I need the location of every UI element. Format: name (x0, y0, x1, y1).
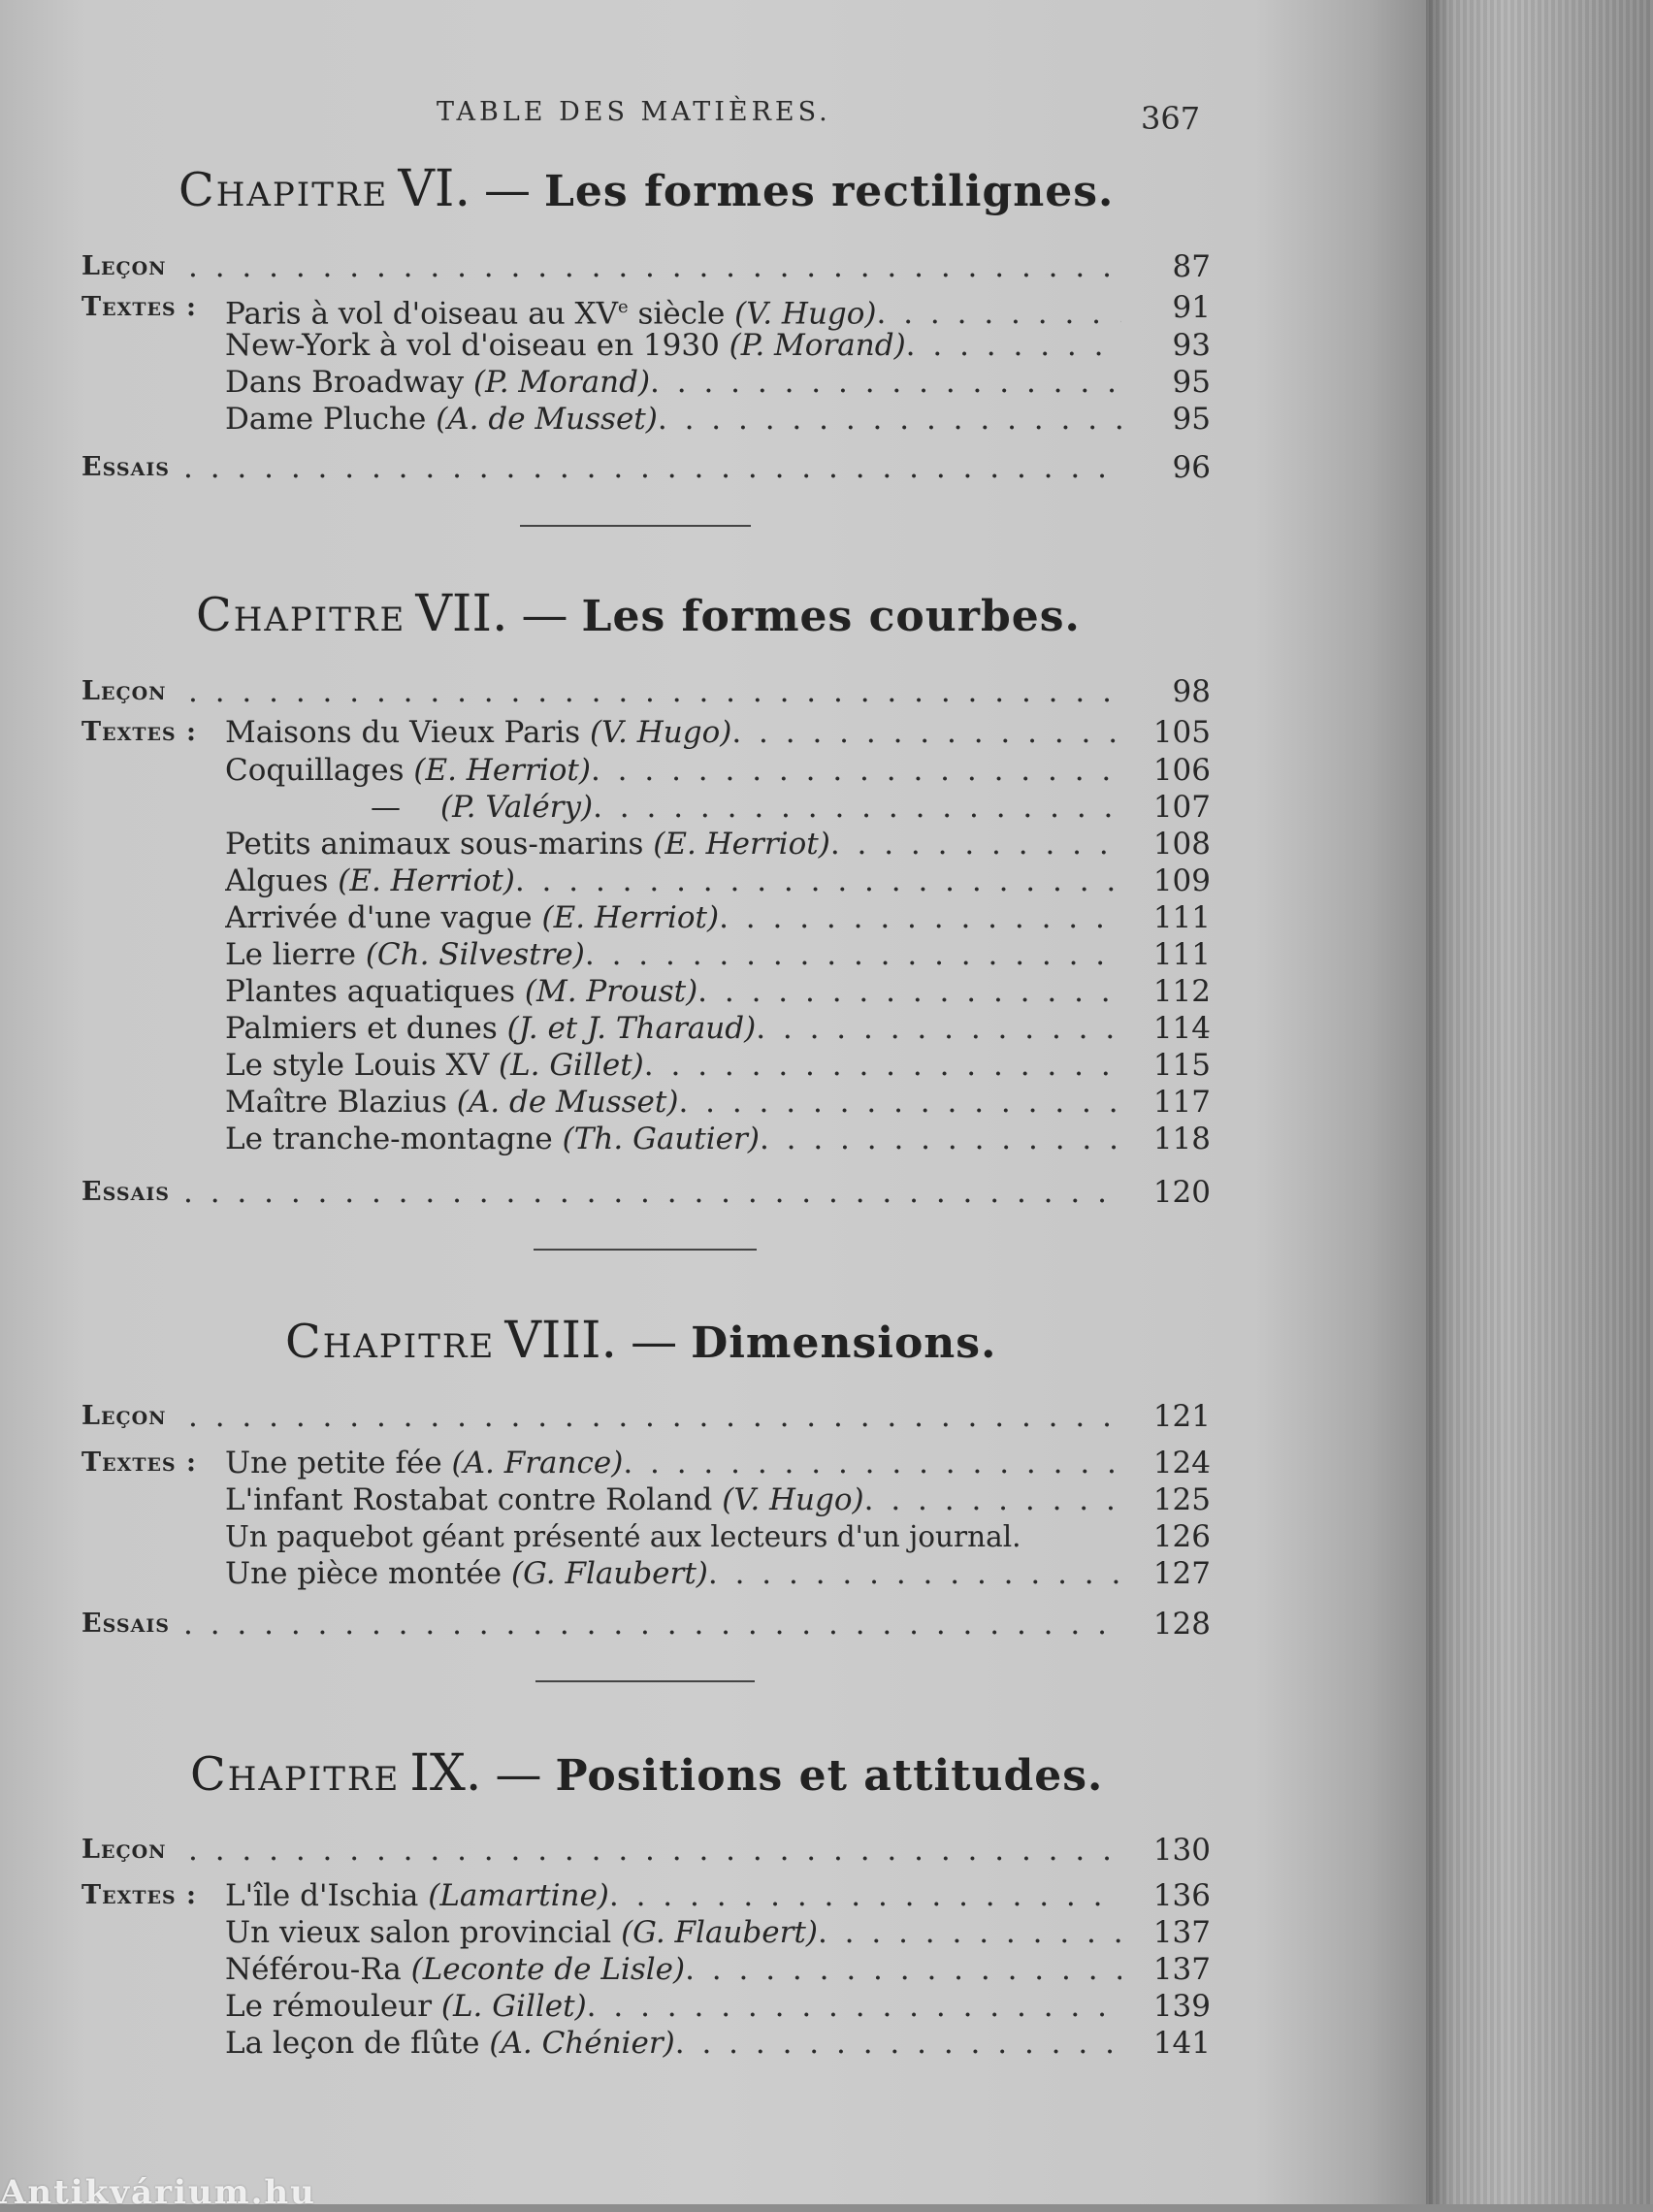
entry-title: Un paquebot géant présenté aux lecteurs d'un journal. (225, 1520, 1021, 1553)
entry-author: (M. Proust) (524, 974, 698, 1009)
chapter-label: Chapitre (196, 588, 406, 642)
entry-title: Une pièce montée (225, 1556, 511, 1591)
dot-leader (593, 789, 1121, 826)
entry-author: (L. Gillet) (498, 1048, 644, 1083)
dot-leader (609, 1877, 1121, 1914)
page-ref: 111 (1152, 900, 1211, 935)
page-ref: 87 (1172, 249, 1211, 284)
entry-author: (E. Herriot) (413, 753, 591, 788)
toc-row-texte (81, 364, 1211, 401)
dot-leader (650, 364, 1121, 401)
toc-row-texte (81, 1010, 1211, 1047)
lecon-label: Leçon (81, 1835, 167, 1865)
toc-row-texte (81, 1445, 1211, 1481)
entry-title: Maître Blazius (225, 1085, 457, 1120)
chapter-title (190, 1744, 1103, 1803)
chapter-title (285, 1312, 996, 1370)
entry-title: Le lierre (225, 937, 366, 972)
page-ref: 98 (1172, 674, 1211, 709)
chapter-title (178, 160, 1114, 218)
page-ref: 105 (1152, 715, 1211, 750)
essais-label: Essais (81, 1177, 170, 1207)
entry-title: L'île d'Ischia (225, 1878, 429, 1913)
chapter-numeral: VII. (415, 585, 508, 643)
toc-row-texte (81, 1877, 1211, 1914)
page-ref: 125 (1152, 1482, 1211, 1517)
dot-leader (658, 401, 1121, 438)
entry-title: Plantes aquatiques (225, 974, 525, 1009)
page-ref: 106 (1152, 753, 1211, 788)
dot-leader (188, 1832, 1121, 1869)
entry-superscript: e (617, 297, 629, 317)
page-ref: 139 (1152, 1989, 1211, 2024)
page-ref: 91 (1172, 290, 1211, 325)
ditto-dash: — (371, 790, 401, 825)
chapter-title (196, 585, 1081, 643)
entry-author: (A. Chénier) (489, 2026, 675, 2061)
chapter-numeral: VI. (398, 160, 470, 218)
toc-row-texte (81, 714, 1211, 751)
running-header: TABLE DES MATIÈRES. (437, 97, 831, 127)
dot-leader (697, 973, 1121, 1010)
entry-title: L'infant Rostabat contre Roland (225, 1482, 723, 1517)
dot-leader (188, 248, 1121, 285)
entry-author: (A. de Musset) (456, 1085, 679, 1120)
entry-title: Néférou-Ra (225, 1952, 411, 1987)
entry-author: (V. Hugo) (734, 296, 877, 332)
toc-row-texte (81, 973, 1211, 1010)
dot-leader (678, 1084, 1121, 1121)
entry-title: Le style Louis XV (225, 1048, 499, 1083)
page-ref: 127 (1152, 1556, 1211, 1591)
toc-row-texte (81, 936, 1211, 973)
dot-leader (830, 826, 1121, 862)
entry-title: Algues (225, 863, 339, 898)
chapter-dash: — (631, 1315, 678, 1369)
page-ref: 93 (1172, 328, 1211, 363)
lecon-label: Leçon (81, 251, 167, 281)
entry-author: (G. Flaubert) (621, 1915, 818, 1950)
chapter-numeral: IX. (409, 1744, 482, 1803)
page-ref: 126 (1152, 1519, 1211, 1554)
dot-leader (818, 1914, 1121, 1951)
essais-label: Essais (81, 452, 170, 482)
dot-leader (760, 1121, 1121, 1157)
entry-author: (J. et J. Tharaud) (506, 1011, 757, 1046)
toc-row-texte (81, 1988, 1211, 2025)
page-ref: 137 (1152, 1952, 1211, 1987)
entry-title: New-York à vol d'oiseau en 1930 (225, 328, 729, 363)
dot-leader (183, 449, 1121, 486)
entry-title: Arrivée d'une vague (225, 900, 542, 935)
chapter-label: Chapitre (178, 163, 389, 217)
page-ref: 137 (1152, 1915, 1211, 1950)
toc-row-texte (81, 327, 1211, 364)
chapter-numeral: VIII. (504, 1312, 618, 1370)
dot-leader (183, 1174, 1121, 1211)
page-ref: 141 (1152, 2026, 1211, 2061)
entry-title: Dame Pluche (225, 402, 437, 437)
entry-title-rest: siècle (628, 296, 735, 332)
toc-row-texte (81, 752, 1211, 789)
dot-leader (623, 1445, 1121, 1481)
entry-author: (P. Valéry) (440, 790, 594, 825)
entry-title: Dans Broadway (225, 365, 474, 400)
toc-row-texte (81, 1951, 1211, 1988)
toc-row-essais (81, 449, 1211, 486)
dot-leader (756, 1010, 1121, 1047)
page-ref: 124 (1152, 1446, 1211, 1480)
page-ref: 109 (1152, 863, 1211, 898)
dot-leader (719, 899, 1121, 936)
section-divider (534, 1249, 757, 1251)
textes-label: Textes : (81, 1448, 198, 1478)
dot-leader (591, 752, 1121, 789)
dot-leader (183, 1606, 1121, 1643)
page-number: 367 (1141, 100, 1201, 137)
lecon-label: Leçon (81, 676, 167, 706)
entry-author: (E. Herriot) (653, 827, 830, 862)
dot-leader (188, 673, 1121, 710)
page-ref: 112 (1152, 974, 1211, 1009)
toc-row-texte (81, 899, 1211, 936)
chapter-dash: — (483, 163, 531, 217)
chapter-label: Chapitre (285, 1315, 496, 1369)
dot-leader (864, 1481, 1121, 1518)
dot-leader (644, 1047, 1121, 1084)
entry-author: (V. Hugo) (589, 715, 732, 750)
toc-row-essais (81, 1606, 1211, 1643)
entry-author: (P. Morand) (729, 328, 906, 363)
entry-author: (L. Gillet) (440, 1989, 587, 2024)
entry-title: Un vieux salon provincial (225, 1915, 622, 1950)
chapter-label: Chapitre (190, 1747, 401, 1802)
toc-row-texte (81, 1084, 1211, 1121)
toc-row-texte (81, 862, 1211, 899)
toc-row-lecon (81, 673, 1211, 710)
entry-title: La leçon de flûte (225, 2026, 490, 2061)
page-ref: 136 (1152, 1878, 1211, 1913)
page-ref: 95 (1172, 402, 1211, 437)
chapter-name: Les formes rectilignes. (543, 167, 1115, 216)
toc-row-texte (81, 1914, 1211, 1951)
toc-row-texte (81, 401, 1211, 438)
page-ref: 117 (1152, 1085, 1211, 1120)
toc-row-lecon (81, 1832, 1211, 1869)
entry-author: (G. Flaubert) (510, 1556, 708, 1591)
entry-author: (E. Herriot) (338, 863, 515, 898)
section-divider (520, 525, 751, 527)
entry-title: Palmiers et dunes (225, 1011, 507, 1046)
page-ref: 108 (1152, 827, 1211, 862)
toc-row-texte (81, 1047, 1211, 1084)
lecon-label: Leçon (81, 1401, 167, 1431)
page-ref: 95 (1172, 365, 1211, 400)
entry-title: Coquillages (225, 753, 414, 788)
dot-leader (587, 1988, 1121, 2025)
page-ref: 115 (1152, 1048, 1211, 1083)
entry-author: (Leconte de Lisle) (410, 1952, 686, 1987)
textes-label: Textes : (81, 717, 198, 747)
toc-row-texte (81, 2025, 1211, 2062)
entry-title: Maisons du Vieux Paris (225, 715, 590, 750)
dot-leader (906, 327, 1121, 364)
entry-author: (A. de Musset) (436, 402, 658, 437)
toc-row-lecon (81, 1398, 1211, 1435)
dot-leader (585, 936, 1121, 973)
book-binding (1426, 0, 1653, 2204)
toc-row-lecon (81, 248, 1211, 285)
chapter-name: Dimensions. (691, 1318, 997, 1368)
entry-author: (Lamartine) (428, 1878, 609, 1913)
entry-title: Une petite fée (225, 1446, 452, 1480)
page-ref: 118 (1152, 1122, 1211, 1156)
entry-author: (Th. Gautier) (562, 1122, 760, 1156)
essais-label: Essais (81, 1609, 170, 1639)
dot-leader (188, 1398, 1121, 1435)
chapter-dash: — (495, 1747, 542, 1802)
entry-title: Petits animaux sous-marins (225, 827, 654, 862)
toc-row-texte (81, 289, 1211, 332)
dot-leader (708, 1555, 1121, 1592)
page-ref: 128 (1152, 1607, 1211, 1642)
textes-label: Textes : (81, 292, 198, 322)
entry-author: (V. Hugo) (722, 1482, 864, 1517)
toc-row-texte (81, 1121, 1211, 1157)
entry-title: Paris à vol d'oiseau au XV (225, 296, 618, 332)
dot-leader (515, 862, 1121, 899)
entry-author: (P. Morand) (473, 365, 651, 400)
page-ref: 111 (1152, 937, 1211, 972)
toc-row-texte (81, 1555, 1211, 1592)
page-ref: 114 (1152, 1011, 1211, 1046)
dot-leader (731, 714, 1121, 751)
chapter-dash: — (521, 588, 568, 642)
watermark: Antikvárium.hu (0, 2173, 316, 2212)
entry-author: (A. France) (451, 1446, 624, 1480)
entry-title: Le rémouleur (225, 1989, 441, 2024)
page-ref: 120 (1152, 1175, 1211, 1210)
entry-author: (Ch. Silvestre) (365, 937, 585, 972)
page-ref: 121 (1152, 1399, 1211, 1434)
entry-title: Le tranche-montagne (225, 1122, 563, 1156)
dot-leader (685, 1951, 1121, 1988)
dot-leader (675, 2025, 1121, 2062)
page-ref: 107 (1152, 790, 1211, 825)
page-ref: 130 (1152, 1833, 1211, 1868)
entry-author: (E. Herriot) (541, 900, 720, 935)
toc-row-texte (81, 826, 1211, 862)
section-divider (535, 1680, 755, 1682)
page-ref: 96 (1172, 450, 1211, 485)
chapter-name: Les formes courbes. (581, 592, 1081, 641)
chapter-name: Positions et attitudes. (555, 1751, 1104, 1801)
textes-label: Textes : (81, 1880, 198, 1910)
toc-row-essais (81, 1174, 1211, 1211)
toc-row-texte (81, 1481, 1211, 1518)
toc-row-texte (81, 789, 1211, 826)
toc-row-texte (81, 1518, 1211, 1555)
